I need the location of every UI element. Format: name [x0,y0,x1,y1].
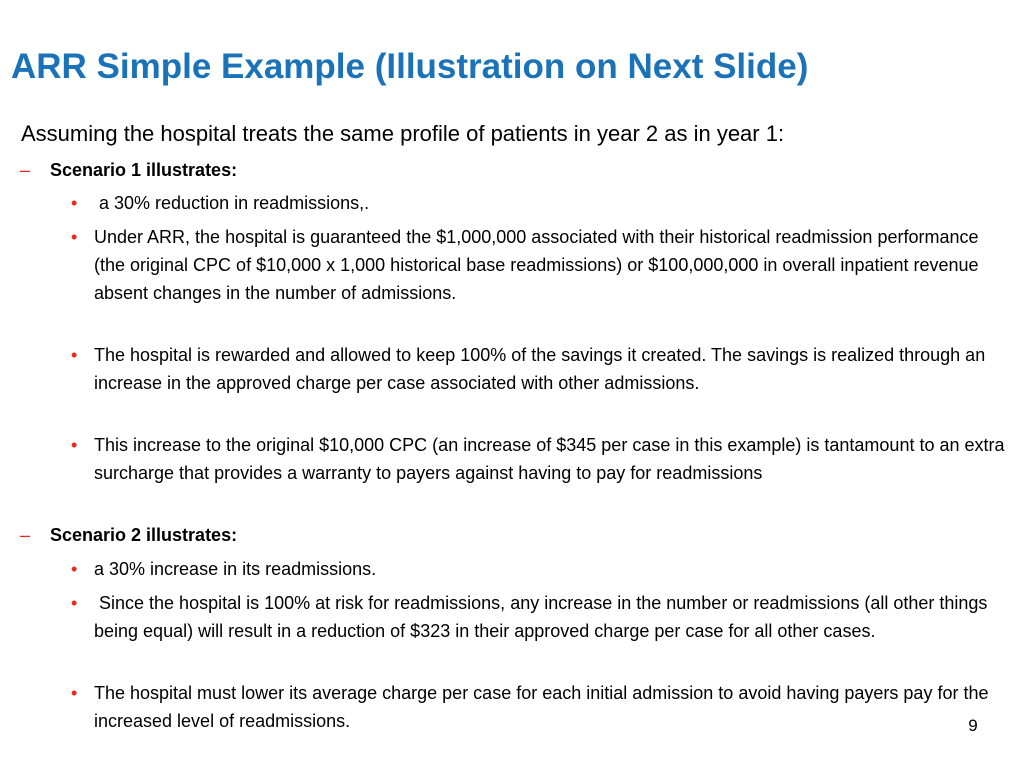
slide-title: ARR Simple Example (Illustration on Next Slide) [11,47,809,86]
list-item [71,223,1012,307]
list-item-text: Since the hospital is 100% at risk for readmissions, any increase in the number or readmissions (all other things being equal) will result in a reduction of $323 in their approved charge per case for all other cases. [94,593,988,641]
list-item [71,341,1012,397]
intro-text: Assuming the hospital treats the same profile of patients in year 2 as in year 1: [21,121,785,146]
list-item-text: a 30% increase in its readmissions. [94,559,377,579]
list-item-text: The hospital must lower its average charge per case for each initial admission to avoid having payers pay for the increased level of readmissions. [94,683,989,731]
bullet-dot-icon: • [71,593,78,613]
scenario-label: Scenario 2 illustrates: [50,525,238,545]
list-item-text: This increase to the original $10,000 CPC (an increase of $345 per case in this example) is tantamount to an extra surcharge that provides a warranty to payers against having to pay for readmissions [94,435,1005,483]
dash-bullet-icon: – [20,160,31,180]
page-number: 9 [968,716,978,735]
bullet-dot-icon: • [71,683,78,703]
list-item [71,679,1012,735]
list-item [71,431,1012,487]
bullet-dot-icon: • [71,435,78,455]
bullet-dot-icon: • [71,227,78,247]
bullet-dot-icon: • [71,559,78,579]
scenario-label: Scenario 1 illustrates: [50,160,238,180]
bullet-dot-icon: • [71,193,78,213]
list-item-text: The hospital is rewarded and allowed to keep 100% of the savings it created. The savings is realized through an increase in the approved charge per case associated with other admissions. [94,345,986,393]
list-item-text: a 30% reduction in readmissions,. [94,193,370,213]
list-item-text: Under ARR, the hospital is guaranteed the $1,000,000 associated with their historical readmission performance (the original CPC of $10,000 x 1,000 historical base readmissions) or $100,000,000 in overall inpatient revenue absent changes in the number of admissions. [94,227,979,303]
bullet-dot-icon: • [71,345,78,365]
list-item [71,589,1012,645]
list-item [71,189,1012,217]
dash-bullet-icon: – [20,525,31,545]
list-item [71,555,1012,583]
